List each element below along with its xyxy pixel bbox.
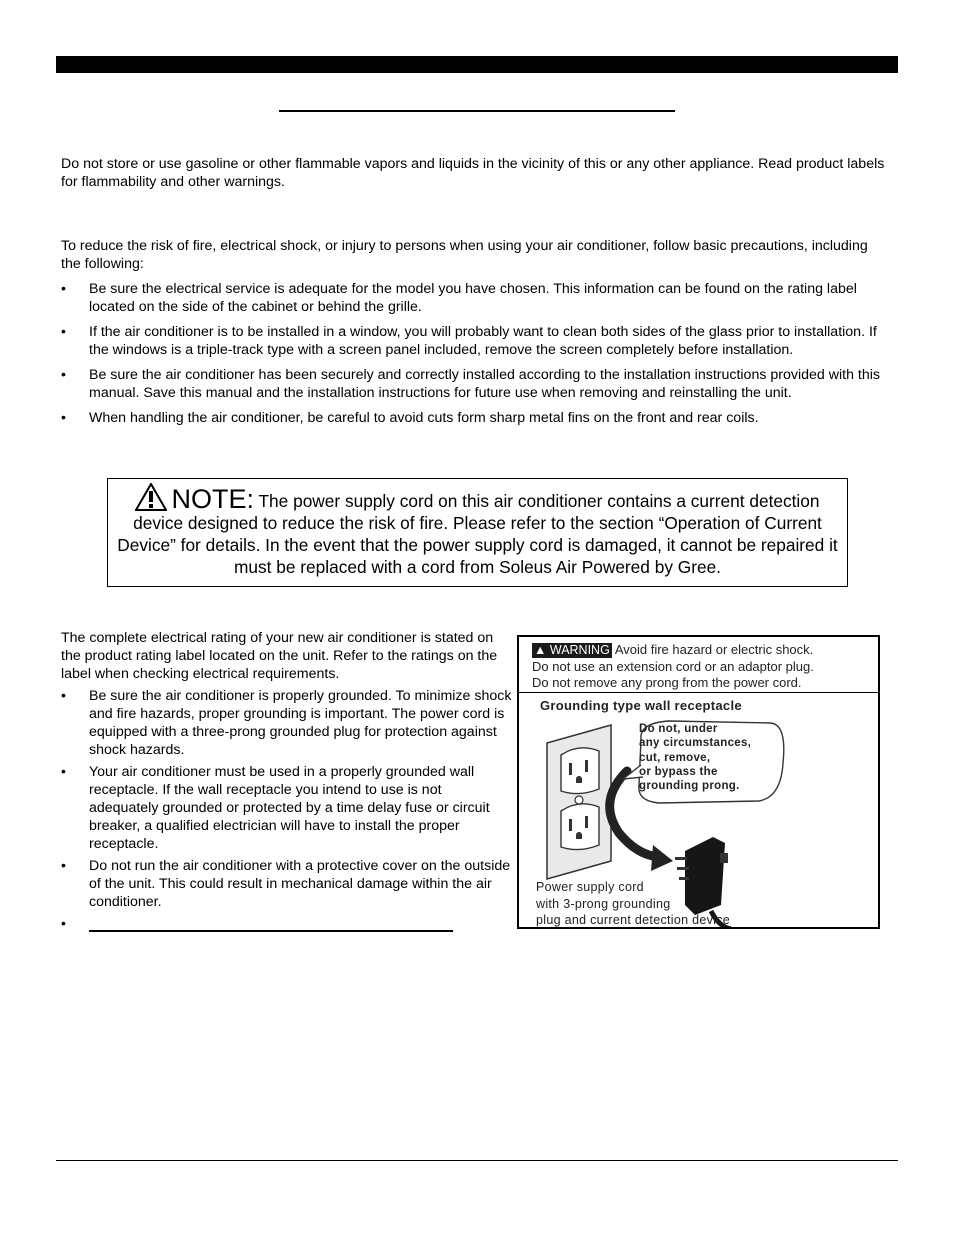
- note-text: The power supply cord on this air conditioner contains a current detection device designed to reduce the risk of fire. Please refer to the section “Operation of Current Device” for details. In the event that the power supply cord is damaged, it cannot be repaired it must be replaced with a cord from Soleus Air Powered by Gree.: [117, 491, 838, 577]
- grounding-warning-figure: [517, 635, 880, 929]
- note-label: NOTE:: [171, 484, 254, 514]
- warning-line: Do not remove any prong from the power cord.: [532, 675, 802, 690]
- bubble-line: cut, remove,: [639, 751, 711, 764]
- warning-badge: ▲ WARNING: [534, 643, 610, 657]
- caption-line: plug and current detection device: [536, 913, 731, 927]
- list-item-text: Be sure the air conditioner is properly grounded. To minimize shock and fire hazards, proper grounding is important. The power cord is equipped with a three-prong grounded plug for protection against shock hazards.: [89, 688, 512, 758]
- bullet-icon: •: [61, 916, 66, 932]
- bullet-icon: •: [61, 688, 66, 704]
- list-item-text: Be sure the electrical service is adequate for the model you have chosen. This information can be found on the rating label located on the side of the cabinet or behind the grille.: [89, 281, 857, 315]
- figure-caption: [536, 879, 730, 929]
- electrical-intro-text: The complete electrical rating of your new air conditioner is stated on the product rating label located on the unit. Refer to the ratings on the label when checking electrical requirements.: [61, 630, 498, 682]
- list-item-text: If the air conditioner is to be installed in a window, you will probably want to clean both sides of the glass prior to installation. If the windows is a triple-track type with a screen panel included, remove the screen completely before installation.: [89, 324, 877, 358]
- bubble-line: Do not, under: [639, 723, 718, 735]
- figure-warning-header: [519, 637, 878, 693]
- warning-line: Avoid fire hazard or electric shock.: [614, 642, 814, 657]
- bullet-icon: •: [61, 858, 66, 874]
- list-item: [61, 687, 513, 759]
- list-item-text: Do not run the air conditioner with a protective cover on the outside of the unit. This could result in mechanical damage within the air conditioner.: [89, 858, 511, 910]
- flammable-warning-text: Do not store or use gasoline or other flammable vapors and liquids in the vicinity of this or any other appliance. Read product labels for flammability and other warnings.: [61, 156, 885, 190]
- electrical-list: [61, 687, 513, 937]
- bullet-icon: •: [61, 367, 66, 383]
- bubble-line: grounding prong.: [639, 780, 740, 793]
- bullet-icon: •: [61, 410, 66, 426]
- section-title-rule: [279, 110, 675, 112]
- bullet-icon: •: [61, 281, 66, 297]
- caption-line: Power supply cord: [536, 880, 644, 894]
- bullet-icon: •: [61, 324, 66, 340]
- blank-underline: [89, 930, 453, 932]
- list-item: [61, 915, 513, 933]
- screw-icon: [575, 796, 583, 804]
- precautions-list: [61, 280, 891, 434]
- list-item: [61, 366, 891, 402]
- note-box: [107, 478, 848, 587]
- bubble-line: or bypass the: [639, 765, 718, 778]
- list-item: [61, 409, 891, 427]
- figure-title: Grounding type wall receptacle: [540, 698, 742, 713]
- list-item: [61, 857, 513, 911]
- bubble-line: any circumstances,: [639, 737, 752, 750]
- list-item: [61, 280, 891, 316]
- list-item-text: Your air conditioner must be used in a properly grounded wall receptacle. If the wall receptacle you intend to use is not adequately grounded or protected by a time delay fuse or circuit breaker, a qualified electrician will have to install the proper receptacle.: [89, 764, 490, 852]
- warning-triangle-icon: [135, 483, 167, 511]
- caption-line: with 3-prong grounding: [536, 896, 671, 911]
- list-item: [61, 763, 513, 853]
- list-item-text: When handling the air conditioner, be careful to avoid cuts form sharp metal fins on the front and rear coils.: [89, 410, 759, 426]
- footer-rule: [56, 1160, 898, 1161]
- bullet-icon: •: [61, 764, 66, 780]
- header-bar: [56, 56, 898, 73]
- list-item: [61, 323, 891, 359]
- bubble-text: [639, 722, 751, 793]
- precautions-intro-text: To reduce the risk of fire, electrical shock, or injury to persons when using your air conditioner, follow basic precautions, including the following:: [61, 238, 868, 272]
- warning-badge-text: WARNING: [549, 643, 610, 657]
- warning-line: Do not use an extension cord or an adaptor plug.: [532, 658, 814, 674]
- list-item-text: Be sure the air conditioner has been securely and correctly installed according to the installation instructions provided with this manual. Save this manual and the installation instructions for future use when removing and reinstalling the unit.: [89, 367, 880, 401]
